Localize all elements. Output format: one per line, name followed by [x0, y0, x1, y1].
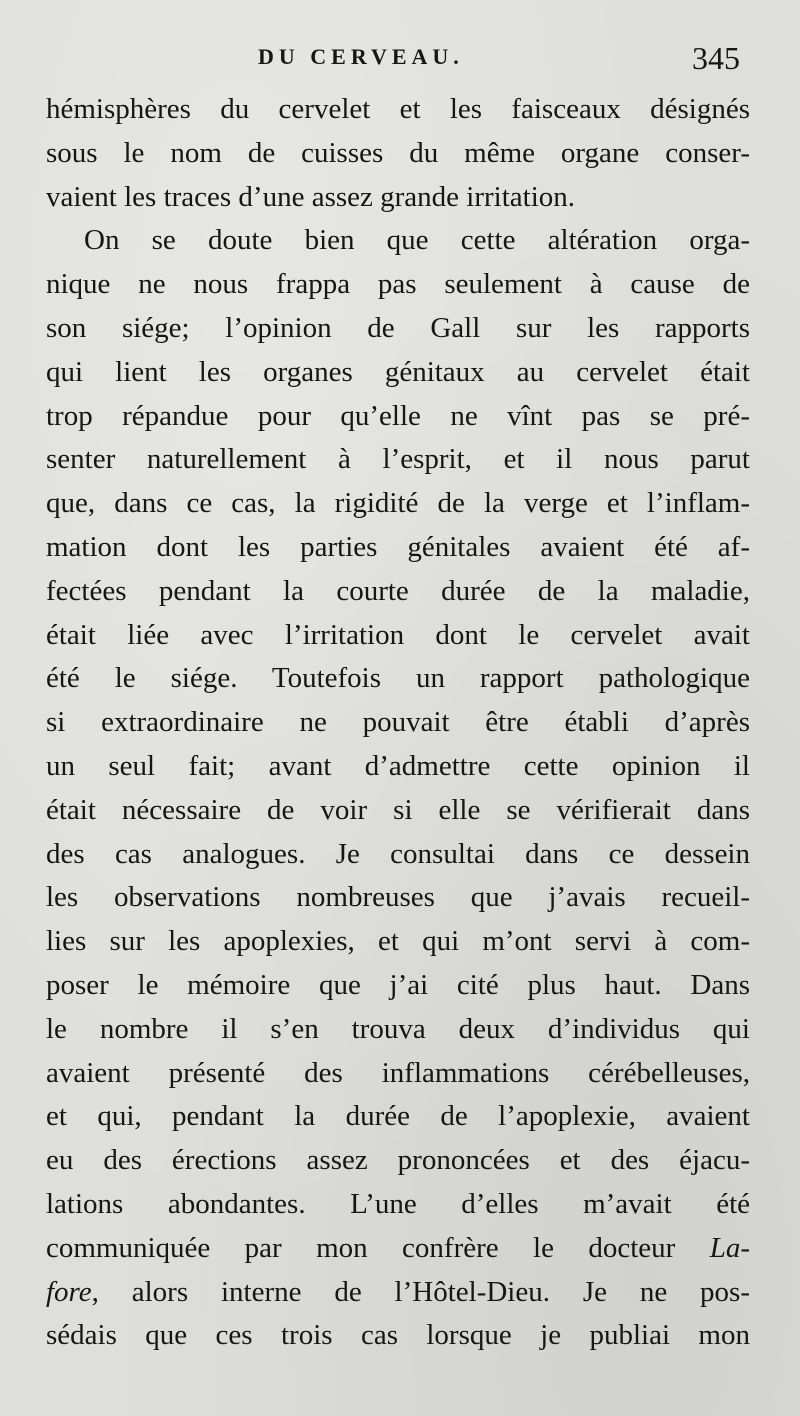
text-line: avaient présenté des inflammations cérébelleuses, [46, 1056, 750, 1089]
text-line: nique ne nous frappa pas seulement à cause de [46, 268, 750, 301]
text-line: sédais que ces trois cas lorsque je publiai mon [46, 1319, 750, 1352]
text-line: lations abondantes. L’une d’elles m’avait été [46, 1187, 750, 1220]
text-line: eu des érections assez prononcées et des éjacu- [46, 1144, 750, 1177]
text-line: hémisphères du cervelet et les faisceaux désignés [46, 93, 750, 125]
text-line: fectées pendant la courte durée de la maladie, [46, 574, 750, 607]
italic-name: La- [709, 1231, 750, 1264]
body-text [46, 88, 750, 1358]
text-line: était nécessaire de voir si elle se vérifierait dans [46, 793, 750, 826]
italic-name: fore [46, 1275, 92, 1308]
text-line: son siége; l’opinion de Gall sur les rapports [46, 311, 750, 344]
text-line: trop répandue pour qu’elle ne vînt pas se pré- [46, 399, 750, 432]
text-line: mation dont les parties génitales avaient été af- [46, 530, 750, 563]
running-head: DU CERVEAU. [258, 44, 464, 69]
text-line: été le siége. Toutefois un rapport pathologique [46, 662, 750, 695]
text-line: senter naturellement à l’esprit, et il nous parut [46, 443, 750, 476]
text-line: des cas analogues. Je consultai dans ce dessein [46, 837, 750, 870]
text-line [46, 1227, 750, 1271]
text-line: et qui, pendant la durée de l’apoplexie, avaient [46, 1100, 750, 1133]
text-line: lies sur les apoplexies, et qui m’ont servi à com- [46, 925, 750, 958]
text-line: les observations nombreuses que j’avais recueil- [46, 881, 750, 914]
text-run: communiquée par mon confrère le docteur [46, 1231, 710, 1264]
text-line: un seul fait; avant d’admettre cette opinion il [46, 749, 750, 782]
text-line: le nombre il s’en trouva deux d’individus qui [46, 1012, 750, 1045]
text-line: vaient les traces d’une assez grande irritation. [46, 180, 576, 213]
text-line [46, 1271, 750, 1315]
page-header [48, 40, 748, 80]
page-number: 345 [692, 40, 740, 76]
text-line: On se doute bien que cette altération orga- [84, 224, 750, 257]
text-run: , alors interne de l’Hôtel-Dieu. Je ne pos- [91, 1275, 750, 1308]
text-line: sous le nom de cuisses du même organe conser- [46, 136, 750, 169]
text-line: poser le mémoire que j’ai cité plus haut. Dans [46, 968, 750, 1001]
text-line: était liée avec l’irritation dont le cervelet avait [46, 618, 750, 651]
text-line: que, dans ce cas, la rigidité de la verge et l’inflam- [46, 487, 750, 520]
text-line: si extraordinaire ne pouvait être établi d’après [46, 706, 750, 739]
text-line: qui lient les organes génitaux au cervelet était [46, 355, 750, 388]
